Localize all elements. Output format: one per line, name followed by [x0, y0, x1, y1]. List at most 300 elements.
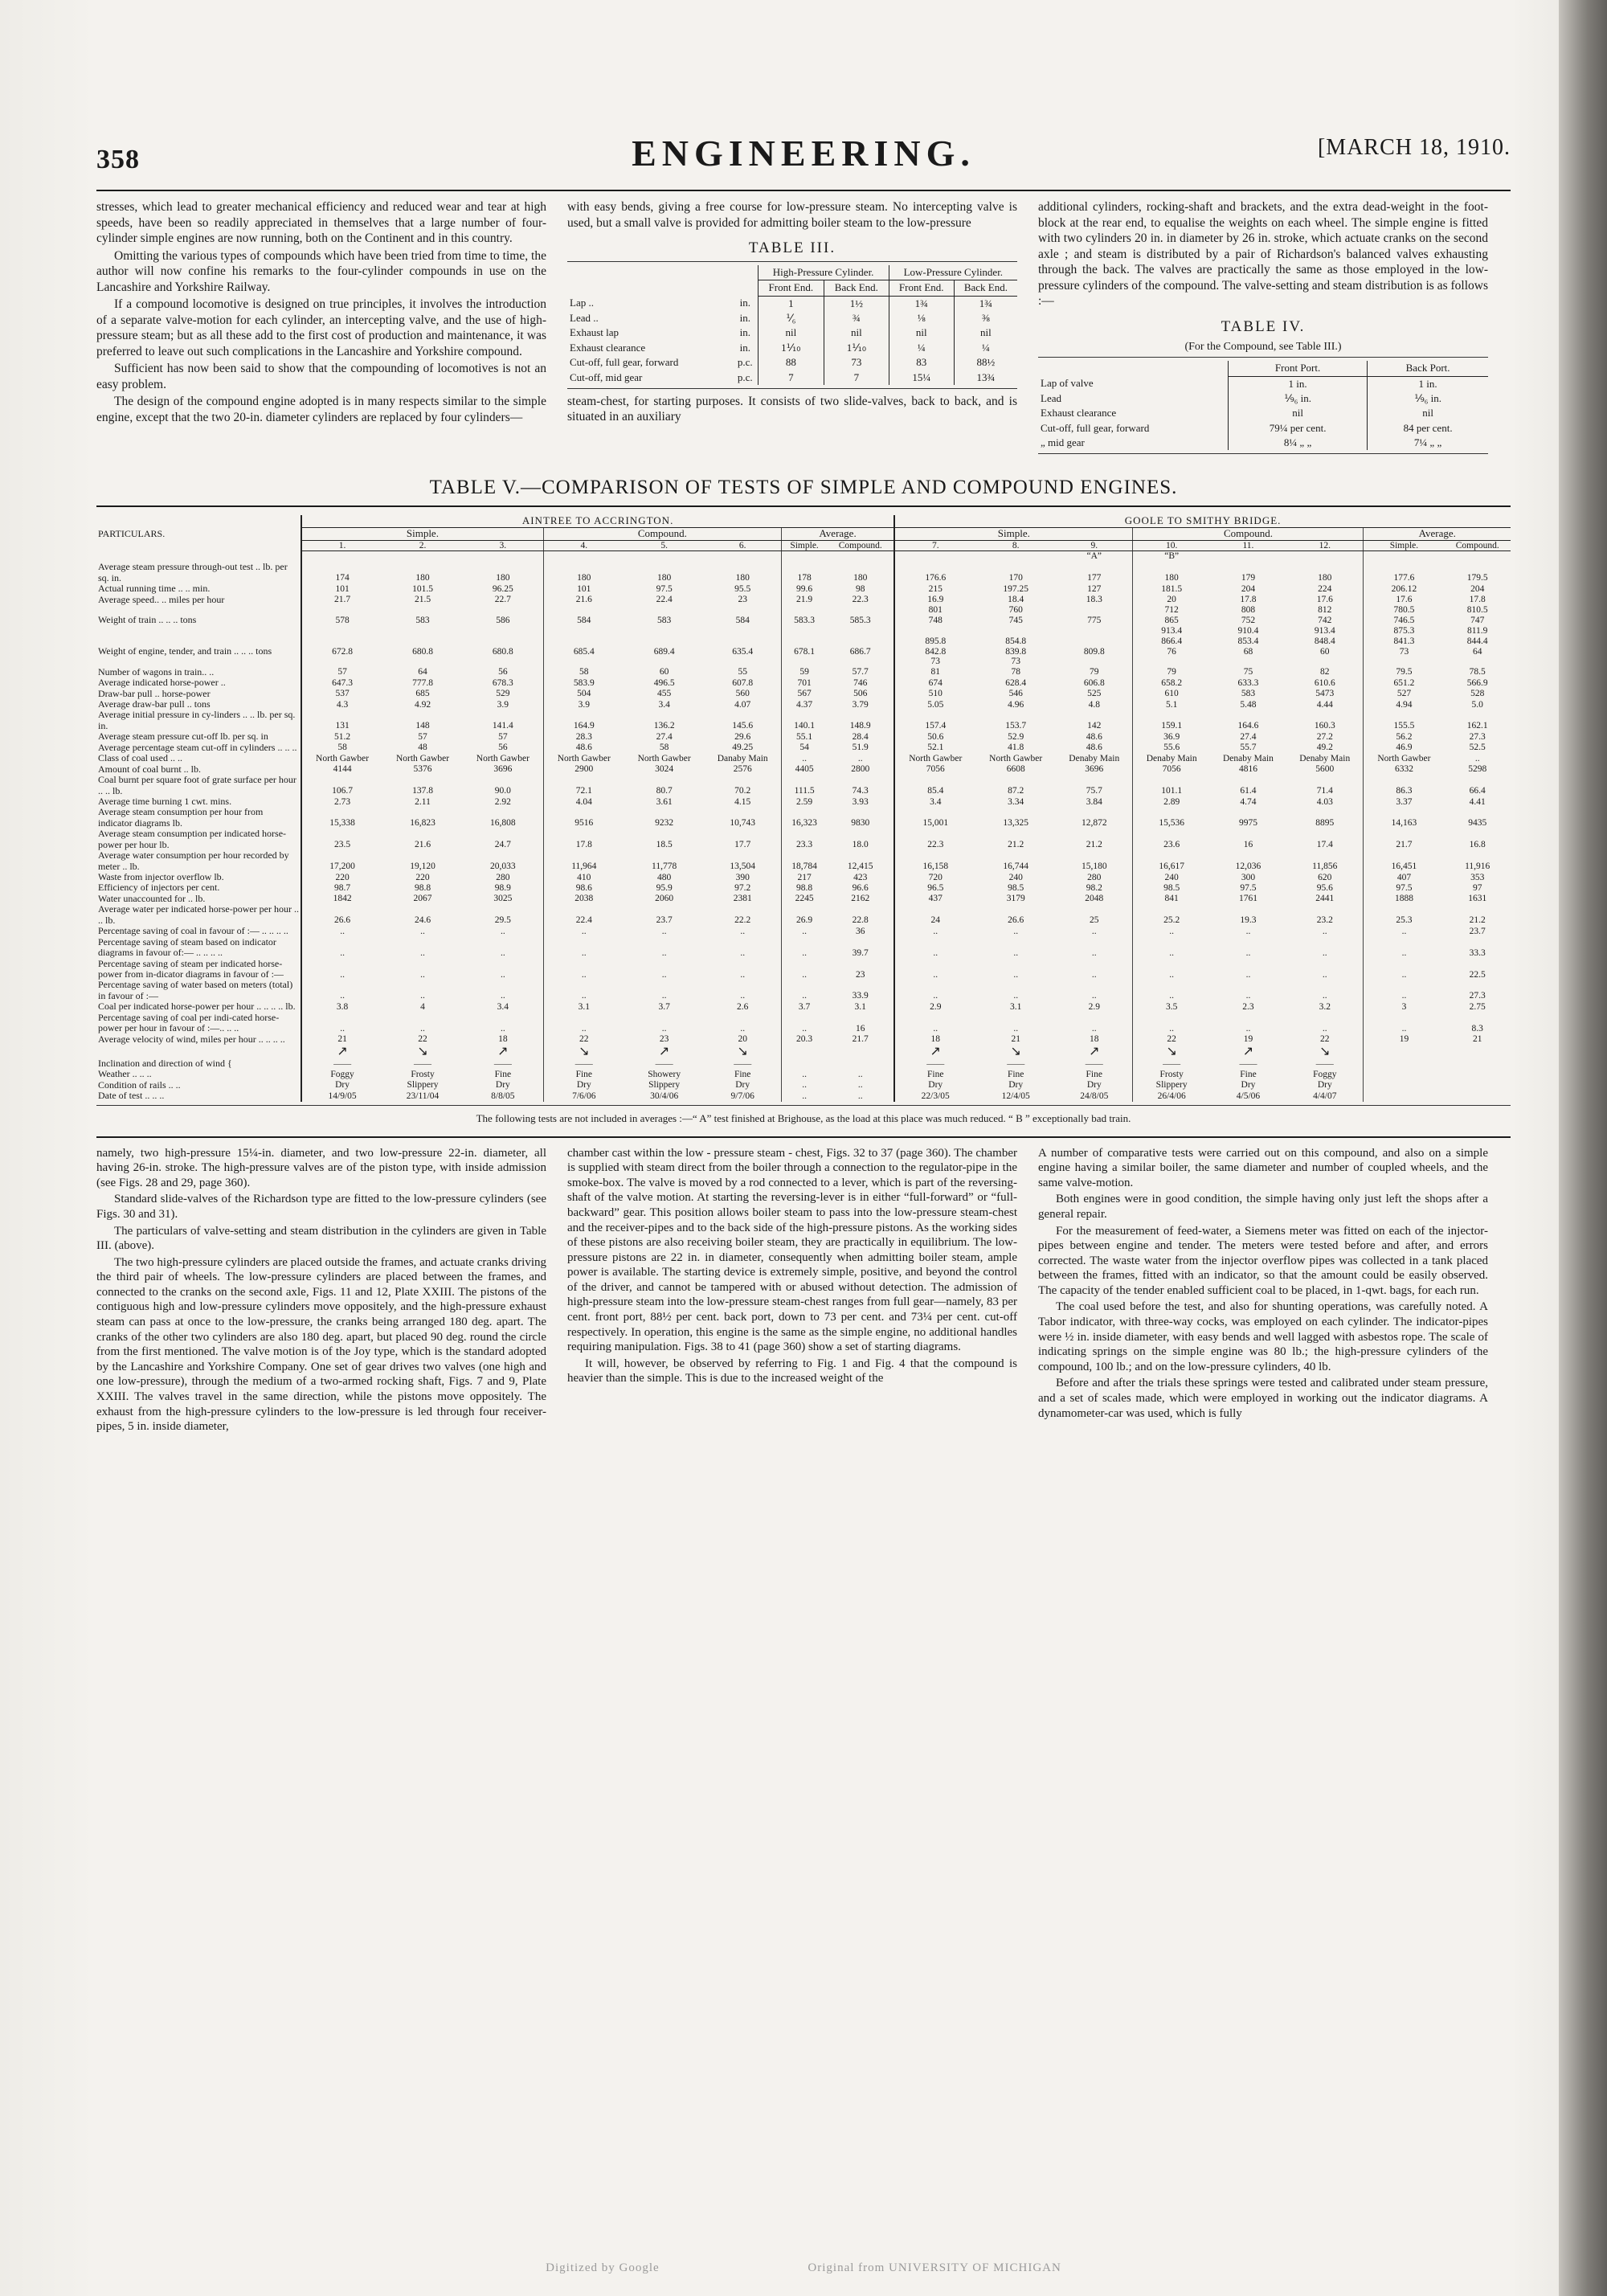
wind-arrow-icon: ↘ —— — [734, 1045, 752, 1069]
cell: 2800 — [851, 764, 870, 775]
cell: 98.8 — [414, 883, 431, 894]
cell — [1444, 1080, 1511, 1091]
paragraph: A number of comparative tests were carried out on this compound, and also on a simple engine having a similar boiler, the same diameter and number of coupled wheels, and the same valve-motion. — [1038, 1146, 1488, 1189]
cell: 3.37 — [1364, 796, 1444, 807]
cell: .. — [1322, 991, 1327, 1001]
cell: 680.8 — [492, 646, 513, 657]
cell: 9830 — [851, 818, 870, 829]
cell: 58 — [659, 743, 669, 753]
cell: 55.6 — [1133, 743, 1210, 753]
cell: 1842 — [301, 894, 382, 904]
cell: 775 — [1087, 615, 1102, 625]
cell: 17.8 — [1240, 595, 1257, 605]
table-3-group-lp: Low-Pressure Cylinder. — [889, 265, 1017, 280]
row-label: Percentage saving of steam based on indicator diagrams in favour of:— .. .. .. .. — [98, 935, 276, 959]
cell: 127 — [1087, 583, 1102, 594]
table-row — [96, 926, 1511, 936]
cell: 1¾ — [954, 296, 1017, 311]
cell: 21 — [1011, 1034, 1020, 1045]
row-label: Lap .. — [570, 297, 594, 309]
cell: .. — [1245, 1023, 1251, 1033]
cell: .. — [1091, 947, 1097, 958]
table-row — [96, 562, 1511, 583]
cell: 2245 — [781, 894, 827, 904]
cell: 3696 — [1085, 764, 1104, 775]
cell: 2.9 — [894, 1001, 975, 1012]
cell: 4.37 — [781, 699, 827, 710]
cell: 22 — [1133, 1034, 1210, 1045]
cell: 11,778 — [652, 862, 677, 872]
cell: 410 — [543, 872, 624, 882]
cell: .. — [1364, 980, 1444, 1001]
cell: 157.4 — [894, 710, 975, 731]
cell: Fine — [543, 1069, 624, 1079]
cell: 180 — [657, 573, 672, 583]
cell: 23 — [738, 595, 747, 605]
cell: 145.6 — [732, 721, 754, 731]
wind-arrow-icon: ↘ —— — [543, 1045, 624, 1069]
cell: Dry — [735, 1080, 750, 1091]
cell: ⅜ — [954, 311, 1017, 325]
cell: 2.92 — [494, 796, 511, 807]
cell: 5.48 — [1240, 699, 1257, 710]
wind-arrow-icon: ↘ —— — [1315, 1045, 1334, 1069]
cell: 177 — [1087, 573, 1102, 583]
cell: 18.3 — [1086, 595, 1102, 605]
col-number: 4. — [543, 540, 624, 551]
cell: 4 — [420, 1001, 425, 1012]
col-number: 7. — [894, 540, 975, 551]
cell: 20 — [1133, 595, 1210, 605]
cell: 1888 — [1364, 894, 1444, 904]
cell: 18,784 — [781, 850, 827, 872]
cell: 390 — [735, 872, 750, 882]
table-row — [96, 937, 1511, 959]
cell: 5.1 — [1133, 699, 1210, 710]
cell: 170 — [1008, 573, 1023, 583]
cell: 3.9 — [543, 699, 624, 710]
cell: 101.1 — [1133, 775, 1210, 796]
cell: 3.4 — [658, 699, 670, 710]
col-number: 2. — [382, 540, 463, 551]
cell: 583.3 — [781, 605, 827, 626]
cell: nil — [758, 325, 824, 340]
cell: 155.5 — [1364, 710, 1444, 731]
scan-footer — [0, 2261, 1607, 2275]
cell: 16,617 — [1133, 850, 1210, 872]
cell: 3.4 — [894, 796, 975, 807]
cell: .. — [1364, 926, 1444, 936]
cell: 180 — [1318, 573, 1332, 583]
cell: North Gawber — [301, 753, 382, 763]
cell: 701 — [781, 677, 827, 688]
cell: 620 — [1318, 872, 1332, 882]
cell: 240 — [1133, 872, 1210, 882]
cell: 7 — [758, 370, 824, 385]
row-label: Weight of train .. .. .. tons — [98, 614, 197, 626]
cell: 136.2 — [653, 721, 675, 731]
cell: 2.73 — [301, 796, 382, 807]
cell: 15,001 — [894, 807, 975, 829]
table-row — [96, 677, 1511, 688]
row-unit: in. — [739, 312, 750, 325]
table-row — [96, 699, 1511, 710]
table-row — [567, 355, 1017, 370]
cell: 610 — [1133, 689, 1210, 699]
row-label: Coal burnt per square foot of grate surface per hour .. .. lb. — [98, 774, 296, 796]
cell: 50.6 — [894, 731, 975, 742]
cell: 204 — [1470, 583, 1485, 594]
table-row — [1038, 391, 1488, 406]
cell: 567 — [781, 689, 827, 699]
cell: 578 — [301, 605, 382, 626]
wind-row — [96, 1045, 1511, 1069]
cell: .. — [301, 937, 382, 959]
cell: 777.8 — [412, 677, 433, 688]
cell: 56 — [498, 743, 508, 753]
cell: 15¼ — [889, 370, 954, 385]
cell: 26.6 — [301, 904, 382, 926]
cell: 24/8/05 — [1080, 1091, 1109, 1101]
cell: 153.7 — [1005, 721, 1027, 731]
cell: 628.4 — [1005, 677, 1027, 688]
cell: 510 — [894, 689, 975, 699]
cell: 55 — [738, 667, 747, 677]
cell: .. — [740, 926, 746, 936]
paragraph: stresses, which lead to greater mechanical efficiency and reduced wear and tear at high speeds, have been so readily appreciated in themselves that a large number of four-cylinder simple engines are now running, both on the Continent and in this country. — [96, 200, 546, 246]
cell — [1364, 1091, 1444, 1101]
cell: 240 — [1008, 872, 1023, 882]
cell: .. — [1322, 1023, 1327, 1033]
cell: 17.8 — [1469, 595, 1486, 605]
cell: 79¼ per cent. — [1229, 421, 1368, 436]
bottom-column-1 — [96, 1146, 546, 1436]
cell: 49.25 — [732, 743, 754, 753]
paragraph: with easy bends, giving a free course for low-pressure steam. No intercepting valve is used, but a small valve is provided for admitting boiler steam to the low-pressure — [567, 200, 1017, 230]
cell: 4.94 — [1364, 699, 1444, 710]
cell: 21.7 — [852, 1034, 869, 1045]
cell: 52.9 — [1008, 731, 1024, 742]
cell: 7 — [824, 370, 889, 385]
cell: .. — [661, 1023, 667, 1033]
cell: 1 — [758, 296, 824, 311]
cell: 25.2 — [1133, 904, 1210, 926]
row-label: Average steam pressure through-out test .. lb. per sq. in. — [98, 561, 288, 583]
cell: 23 — [659, 1034, 669, 1045]
cell: .. — [781, 959, 827, 980]
table-3-group-hp: High-Pressure Cylinder. — [758, 265, 889, 280]
cell: 680.8 — [412, 646, 433, 657]
table-row — [96, 850, 1511, 872]
cell: 46.9 — [1364, 743, 1444, 753]
cell: 23.7 — [1469, 926, 1486, 936]
cell: 101 — [543, 583, 624, 594]
cell: 875.3 841.3 73 — [1364, 626, 1444, 657]
cell: 22.2 — [734, 915, 751, 926]
cell: 658.2 — [1133, 677, 1210, 688]
cell: 2576 — [733, 764, 752, 775]
cell: 5376 — [413, 764, 432, 775]
cell: 4.07 — [734, 699, 751, 710]
cell: .. — [1364, 1013, 1444, 1034]
cell: 23/11/04 — [406, 1091, 440, 1101]
cell: .. — [781, 1013, 827, 1034]
cell: 3024 — [655, 764, 674, 775]
cell: 12,415 — [847, 862, 873, 872]
cell: 651.2 — [1364, 677, 1444, 688]
cell: 17.6 — [1316, 595, 1333, 605]
cell: 2067 — [413, 894, 432, 904]
cell: 1761 — [1238, 894, 1257, 904]
cell: 584 — [735, 615, 750, 625]
row-label: Average percentage steam cut-off in cylinders .. .. .. — [98, 741, 297, 753]
cell: 48.6 — [543, 743, 624, 753]
cell: 14/9/05 — [301, 1091, 382, 1101]
cell: .. — [420, 1023, 425, 1033]
cell: .. — [301, 926, 382, 936]
cell: 26.9 — [781, 904, 827, 926]
cell: 4.8 — [1088, 699, 1100, 710]
cell: 48.6 — [1086, 743, 1102, 753]
cell: 3.9 — [497, 699, 509, 710]
col-number: 10. — [1133, 540, 1210, 551]
cell: 13,504 — [730, 862, 756, 872]
cell: 140.1 — [781, 710, 827, 731]
table-5-group-goole: GOOLE TO SMITHY BRIDGE. — [894, 515, 1511, 527]
table-4 — [1038, 361, 1488, 450]
page-edge-shadow — [1559, 0, 1607, 2296]
cell: 913.4 848.4 60 — [1314, 625, 1335, 657]
cell: 583 — [1241, 689, 1256, 699]
wind-arrow-icon: ↘ —— — [414, 1045, 432, 1069]
cell: 300 — [1241, 872, 1256, 882]
cell: 22.3 — [852, 595, 869, 605]
cell: ⅟₆ — [758, 311, 824, 325]
cell: North Gawber — [395, 753, 450, 763]
cell: 83 — [889, 355, 954, 370]
paragraph: For the measurement of feed-water, a Siemens meter was fitted on each of the injector-pipes between engine and tender. The meters were tested before and after, and errors corrected. The waste water from the injector overflow pipes was collected in a tank placed between the frames, fitted with an indicator, so that the amount could be easily observed. The capacity of the tender enabled sufficient coal to be placed, in 1-qwt. bags, for each run. — [1038, 1224, 1488, 1297]
row-label: Condition of rails .. .. — [98, 1078, 181, 1091]
cell: 60 — [659, 667, 669, 677]
letter-mark-a: “A” — [1086, 551, 1102, 562]
cell: 98.6 — [543, 882, 624, 893]
cell: Fine — [494, 1069, 512, 1079]
cell: 70.2 — [734, 786, 751, 796]
cell: 583.9 — [543, 677, 624, 688]
col-number: Compound. — [1444, 540, 1511, 551]
cell: 27.3 — [1469, 731, 1486, 742]
row-label: Actual running time .. .. min. — [98, 583, 211, 595]
wind-arrow-icon — [1364, 1045, 1444, 1069]
cell: 678.1 — [781, 626, 827, 657]
cell: 4.41 — [1469, 796, 1486, 807]
cell: 12/4/05 — [1001, 1091, 1030, 1101]
subgroup-average-2: Average. — [1364, 527, 1511, 540]
cell: .. — [301, 980, 382, 1001]
cell: 179.5 — [1466, 573, 1488, 583]
row-label: Amount of coal burnt .. lb. — [98, 763, 201, 775]
cell: 7/6/06 — [543, 1091, 624, 1101]
col-number: 5. — [624, 540, 705, 551]
cell: Dry — [543, 1080, 624, 1091]
cell: 48 — [418, 743, 427, 753]
cell: 16.8 — [1469, 840, 1486, 850]
cell: 17,200 — [301, 850, 382, 872]
cell: 2038 — [543, 894, 624, 904]
cell: .. — [543, 980, 624, 1001]
cell: .. — [781, 926, 827, 936]
row-label: Exhaust lap — [570, 326, 619, 339]
cell: 18.0 — [852, 840, 869, 850]
cell: .. — [1133, 959, 1210, 980]
cell: 4.04 — [543, 796, 624, 807]
cell: 7056 — [1133, 764, 1210, 775]
cell: .. — [1013, 1023, 1019, 1033]
cell: North Gawber — [894, 753, 975, 763]
table-row — [1038, 436, 1488, 450]
table-row — [567, 325, 1017, 340]
cell: Dry — [301, 1080, 382, 1091]
cell: .. — [1245, 926, 1251, 936]
cell: 30/4/06 — [650, 1091, 679, 1101]
page-number: 358 — [96, 145, 140, 174]
cell: 810.5 747 — [1466, 605, 1488, 625]
wind-arrow-icon: ↘ —— — [1133, 1045, 1210, 1069]
cell: 480 — [657, 872, 672, 882]
cell: 72.1 — [543, 775, 624, 796]
cell: 4.15 — [734, 796, 751, 807]
cell: Frosty — [1133, 1069, 1210, 1079]
cell: 3.84 — [1086, 796, 1102, 807]
wind-arrow-icon: ↗ —— — [1239, 1045, 1257, 1069]
cell: 686.7 — [849, 646, 871, 657]
cell: 74.3 — [852, 786, 869, 796]
table-5-bottom-rule — [96, 1105, 1511, 1106]
cell: 48.6 — [1086, 731, 1102, 742]
cell: 27.4 — [1240, 731, 1257, 742]
cell: 54 — [781, 743, 827, 753]
cell: 20.3 — [781, 1034, 827, 1045]
subgroup-simple-2: Simple. — [894, 527, 1133, 540]
cell: 164.6 — [1237, 721, 1259, 731]
cell: Dry — [1241, 1080, 1256, 1091]
table-row — [96, 882, 1511, 893]
cell: 95.6 — [1316, 883, 1333, 894]
cell: 280 — [1087, 872, 1102, 882]
cell: Slippery — [407, 1080, 439, 1091]
cell: 760 745 — [1008, 605, 1023, 625]
cell: 18.4 — [1008, 595, 1024, 605]
table-3-sub-1: Back End. — [824, 280, 889, 296]
cell: 812 742 — [1318, 605, 1332, 625]
paragraph: The coal used before the test, and also for shunting operations, was carefully noted. A Tabor indicator, with three-way cocks, was employed on each cylinder. The indicator-pipes were ½ in. inside diameter, with easy bends and well lagged with asbestos rope. The scale of indicating springs on the simple engine was 80 lb.; the high-pressure cylinders of the compound, 100 lb.; and on the low-pressure cylinders, 40 lb. — [1038, 1300, 1488, 1373]
cell: 85.4 — [894, 775, 975, 796]
cell: 23.6 — [1133, 829, 1210, 850]
cell: 59 — [781, 657, 827, 677]
cell: 22 — [418, 1034, 427, 1045]
cell: 712 865 — [1133, 605, 1210, 626]
cell: 55.7 — [1240, 743, 1257, 753]
cell: 2.3 — [1242, 1001, 1254, 1012]
cell: .. — [500, 991, 505, 1001]
cell: 4.3 — [301, 699, 382, 710]
cell: 96.25 — [492, 583, 513, 594]
cell: 1 in. — [1229, 376, 1368, 391]
publication-title: ENGINEERING. — [632, 133, 975, 174]
table-3-sub-3: Back End. — [954, 280, 1017, 296]
row-unit: in. — [739, 341, 750, 354]
cell: 66.4 — [1469, 786, 1486, 796]
cell: 41.8 — [1008, 743, 1024, 753]
wind-arrow-icon: ↗ —— — [1085, 1045, 1103, 1069]
table-row — [96, 605, 1511, 626]
cell: 57.7 — [852, 667, 869, 677]
cell: 58 — [543, 657, 624, 677]
cell: .. — [894, 1013, 975, 1034]
cell: 22.7 — [494, 595, 511, 605]
cell: 566.9 — [1466, 677, 1488, 688]
table-5-particulars-header: PARTICULARS. — [98, 527, 166, 539]
cell: 98 — [855, 583, 865, 594]
cell: 86.3 — [1364, 775, 1444, 796]
original-from: Original from UNIVERSITY OF MICHIGAN — [808, 2261, 1061, 2274]
cell: nil — [824, 325, 889, 340]
cell: 9435 — [1468, 818, 1487, 829]
row-label: Cut-off, full gear, forward — [1041, 421, 1150, 434]
cell: 280 — [496, 872, 510, 882]
date-row — [96, 1091, 1511, 1101]
cell: 179 — [1241, 573, 1256, 583]
table-row — [96, 959, 1511, 980]
cell: 57 — [498, 731, 508, 742]
masthead — [96, 121, 1511, 185]
cell: 96.5 — [894, 882, 975, 893]
cell: .. — [543, 926, 624, 936]
paragraph: namely, two high-pressure 15¼-in. diameter, and two low-pressure 22-in. diameter, all having 26-in. stroke. The high-pressure valves are of the piston type, with inside admission (see Figs. 28 and 29, page 360). — [96, 1146, 546, 1189]
cell: 106.7 — [301, 775, 382, 796]
cell: 3.7 — [658, 1001, 670, 1012]
cell: 2.6 — [737, 1001, 749, 1012]
cell: 21.6 — [543, 595, 624, 605]
cell: 22.3 — [894, 829, 975, 850]
cell: 801 748 — [894, 605, 975, 626]
cell: 79 — [1133, 657, 1210, 677]
cell: 98.7 — [301, 882, 382, 893]
cell: Fine — [894, 1069, 975, 1079]
cell: 177.6 — [1364, 562, 1444, 583]
cell: nil — [889, 325, 954, 340]
table-5 — [96, 515, 1511, 1101]
paragraph: The design of the compound engine adopted is in many respects similar to the simple engine, except that the two 20-in. diameter cylinders are replaced by four cylinders— — [96, 395, 546, 424]
cell: 75 — [1243, 667, 1253, 677]
cell: 28.4 — [852, 731, 869, 742]
cell: .. — [661, 947, 667, 958]
cell: 25 — [1090, 915, 1099, 926]
cell: .. — [1245, 991, 1251, 1001]
cell: .. — [1091, 969, 1097, 980]
table-row — [96, 796, 1511, 807]
cell: 90.0 — [494, 786, 511, 796]
row-label: Date of test .. .. .. — [98, 1090, 165, 1102]
cell: 3025 — [493, 894, 513, 904]
cell: 16 — [855, 1023, 865, 1033]
cell: 16,744 — [1003, 862, 1028, 872]
cell: 17.8 — [543, 829, 624, 850]
cell: 98.5 — [1133, 882, 1210, 893]
cell: 97.2 — [734, 883, 751, 894]
cell: 71.4 — [1316, 786, 1333, 796]
col-number: 8. — [975, 540, 1056, 551]
